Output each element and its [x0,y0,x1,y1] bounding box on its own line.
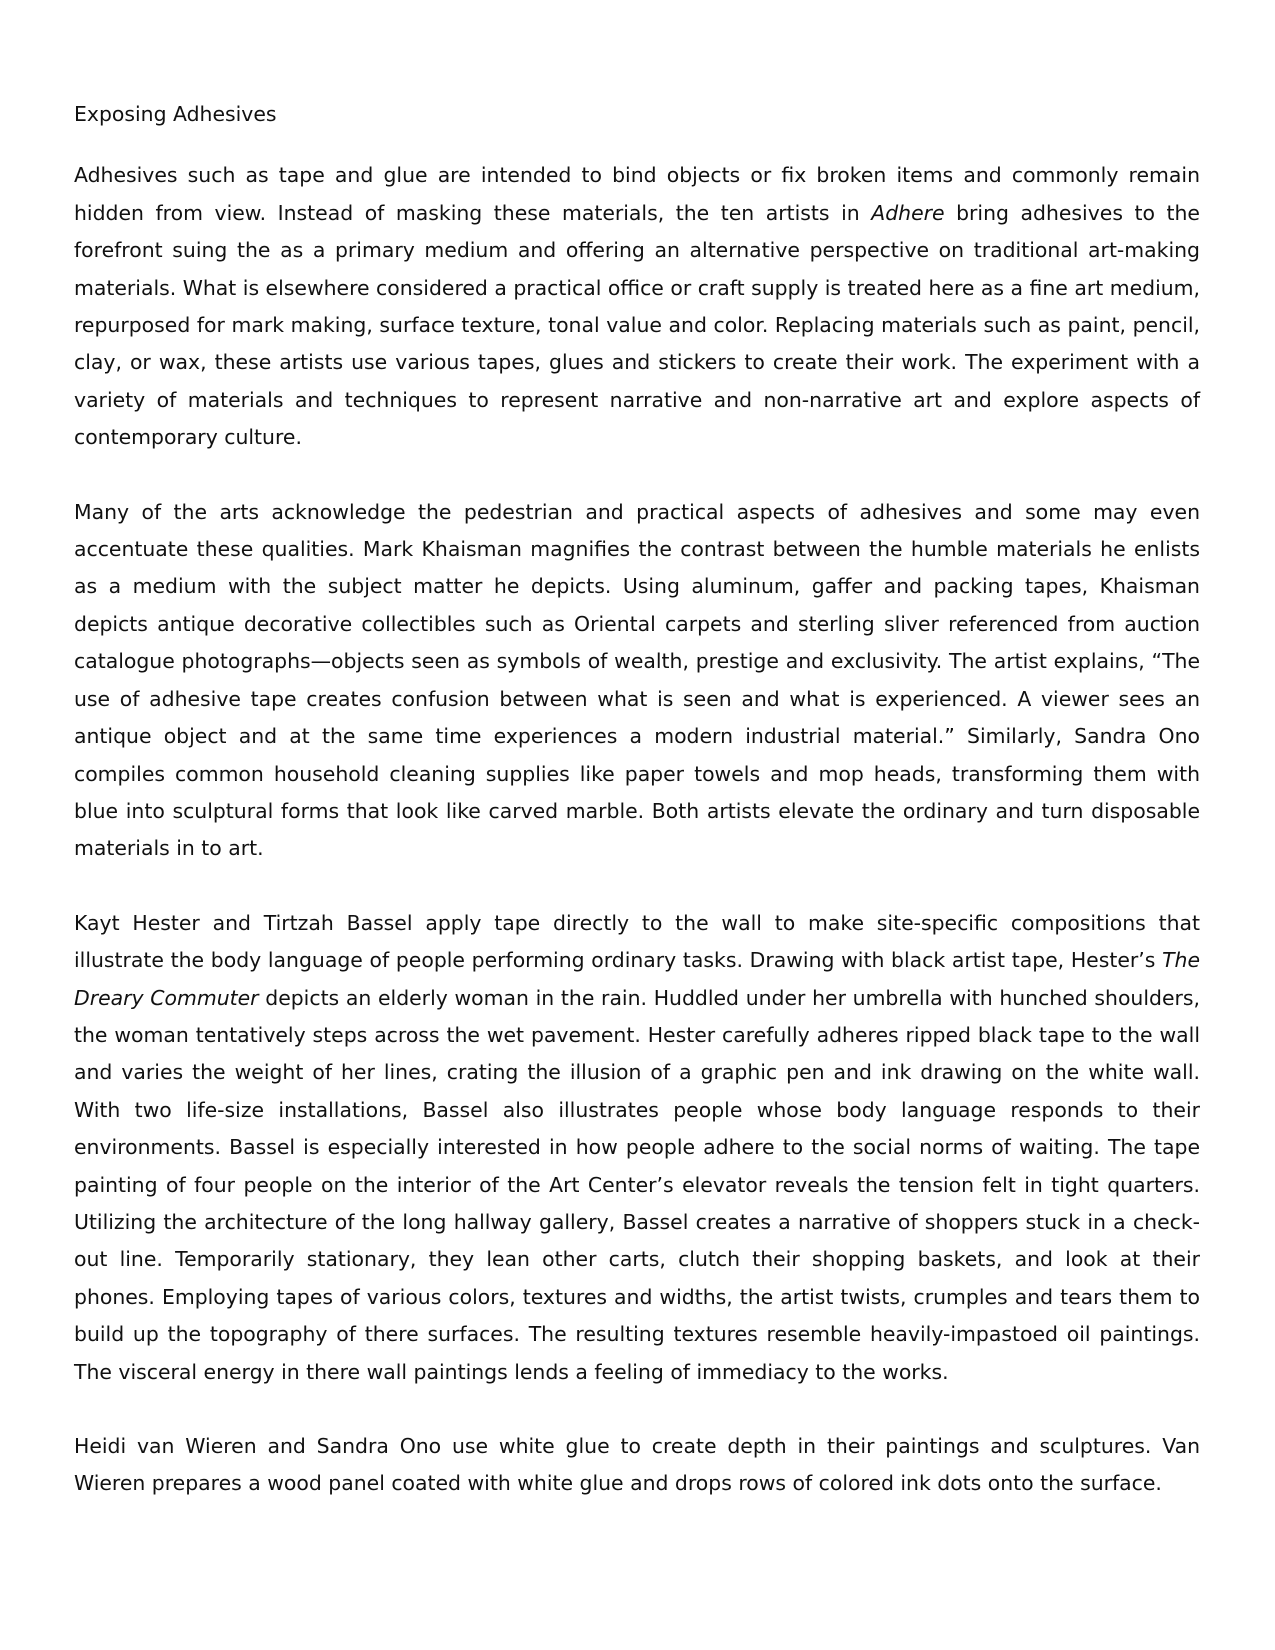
paragraph-4 [74,1428,1200,1503]
paragraph-2 [74,494,1200,868]
paragraph-1-text-b: bring adhesives to the forefront suing the as a primary medium and offering an alternative perspective on traditional art-making materials. What is elsewhere considered a practical office or craft supply is treated here as a fine art medium, repurposed for mark making, surface texture, tonal value and color. Replacing materials such as paint, pencil, clay, or wax, these artists use various tapes, glues and stickers to create their work. The experiment with a variety of materials and techniques to represent narrative and non-narrative art and explore aspects of contemporary culture. [74,200,1200,450]
title-adhere: Adhere [871,200,945,225]
paragraph-3-text-a: Kayt Hester and Tirtzah Bassel apply tape directly to the wall to make site-specific compositions that illustrate the body language of people performing ordinary tasks. Drawing with black artist tape, Hester’s [74,910,1200,973]
document-title: Exposing Adhesives [74,102,277,126]
paragraph-3-text-b: depicts an elderly woman in the rain. Huddled under her umbrella with hunched shoulders, the woman tentatively steps across the wet pavement. Hester carefully adheres ripped black tape to the wall and varies the weight of her lines, crating the illusion of a graphic pen and ink drawing on the white wall. With two life-size installations, Bassel also illustrates people whose body language responds to their environments. Bassel is especially interested in how people adhere to the social norms of waiting. The tape painting of four people on the interior of the Art Center’s elevator reveals the tension felt in tight quarters. Utilizing the architecture of the long hallway gallery, Bassel creates a narrative of shoppers stuck in a check-out line. Temporarily stationary, they lean other carts, clutch their shopping baskets, and look at their phones. Employing tapes of various colors, textures and widths, the artist twists, crumples and tears them to build up the topography of there surfaces. The resulting textures resemble heavily-impastoed oil paintings. The visceral energy in there wall paintings lends a feeling of immediacy to the works. [74,985,1200,1384]
paragraph-1 [74,157,1200,456]
paragraph-1-text-a: Adhesives such as tape and glue are intended to bind objects or fix broken items and commonly remain hidden from view. Instead of masking these materials, the ten artists in [74,163,1200,225]
paragraph-4-text: Heidi van Wieren and Sandra Ono use white glue to create depth in their paintings and sculptures. Van Wieren prepares a wood panel coated with white glue and drops rows of colored ink dots onto the surface. [74,1434,1200,1496]
title-the-dreary-commuter: The Dreary Commuter [74,948,1200,1010]
document-page [74,96,1200,1503]
paragraph-3 [74,905,1200,1391]
paragraph-2-text: Many of the arts acknowledge the pedestrian and practical aspects of adhesives and some may even accentuate these qualities. Mark Khaisman magnifies the contrast between the humble materials he enlists as a medium with the subject matter he depicts. Using aluminum, gaffer and packing tapes, Khaisman depicts antique decorative collectibles such as Oriental carpets and sterling sliver referenced from auction catalogue photographs—objects seen as symbols of wealth, prestige and exclusivity. The artist explains, “The use of adhesive tape creates confusion between what is seen and what is experienced. A viewer sees an antique object and at the same time experiences a modern industrial material.” Similarly, Sandra Ono compiles common household cleaning supplies like paper towels and mop heads, transforming them with blue into sculptural forms that look like carved marble. Both artists elevate the ordinary and turn disposable materials in to art. [74,499,1200,861]
